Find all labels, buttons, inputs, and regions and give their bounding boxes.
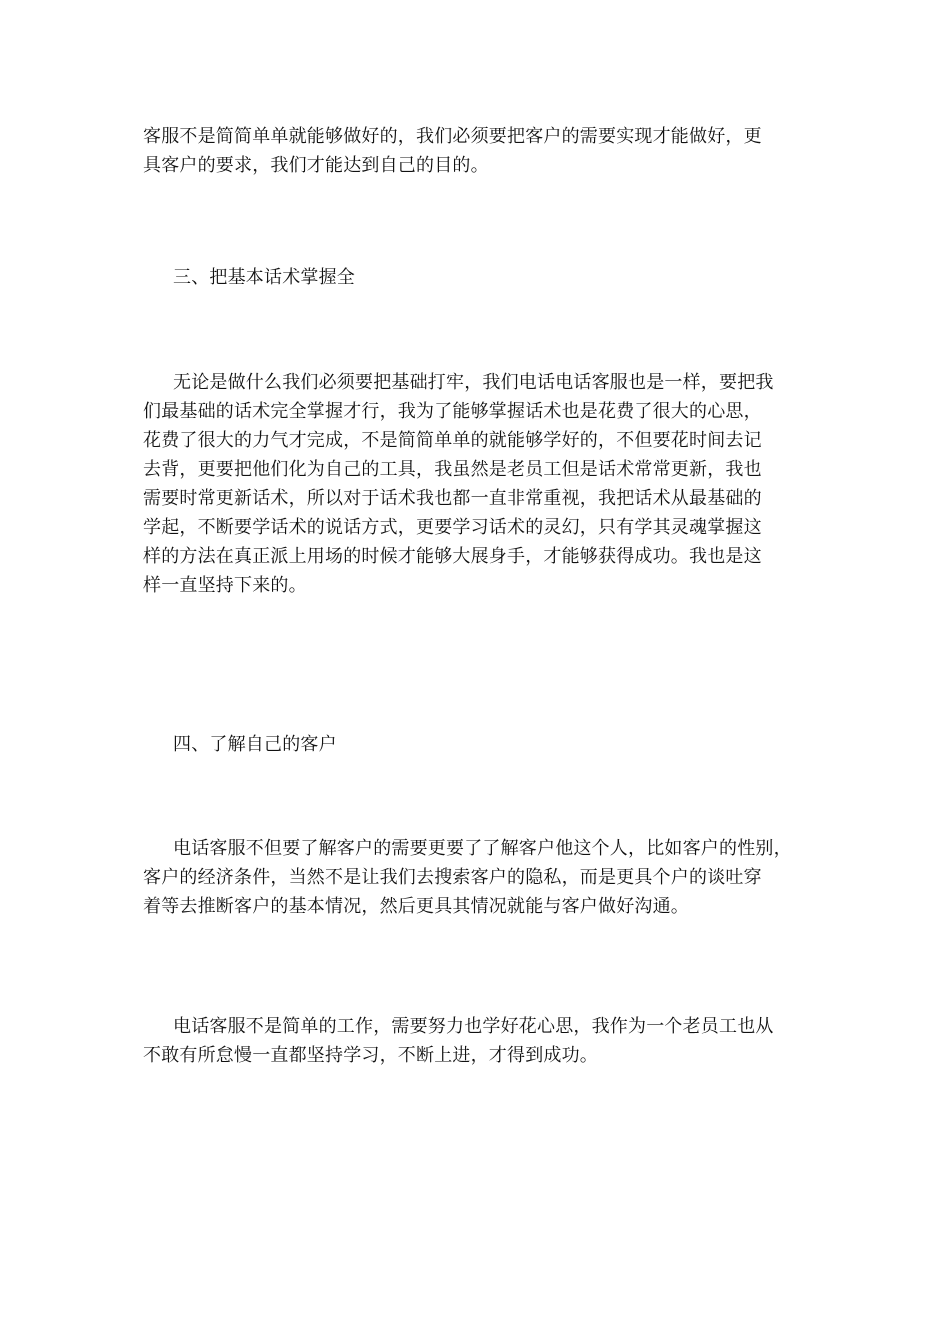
- paragraph-line: 不敢有所怠慢一直都坚持学习，不断上进，才得到成功。: [143, 1045, 598, 1066]
- paragraph-conclusion: [143, 1012, 808, 1070]
- paragraph-line: 花费了很大的力气才完成，不是简简单单的就能够学好的，不但要花时间去记: [143, 430, 762, 451]
- paragraph-know-customers: [143, 834, 808, 921]
- paragraph-master-scripts: [143, 368, 808, 600]
- paragraph-line: 需要时常更新话术，所以对于话术我也都一直非常重视，我把话术从最基础的: [143, 488, 762, 509]
- paragraph-line: 样的方法在真正派上用场的时候才能够大展身手，才能够获得成功。我也是这: [143, 546, 762, 567]
- paragraph-line: 电话客服不但要了解客户的需要更要了了解客户他这个人，比如客户的性别，: [173, 838, 792, 859]
- section-heading-text: 三、把基本话术掌握全: [173, 267, 355, 288]
- paragraph-line: 电话客服不是简单的工作，需要努力也学好花心思，我作为一个老员工也从: [173, 1016, 774, 1037]
- paragraph-line: 无论是做什么我们必须要把基础打牢，我们电话电话客服也是一样，要把我: [173, 372, 774, 393]
- paragraph-line: 具客户的要求，我们才能达到自己的目的。: [143, 155, 489, 176]
- section-heading-text: 四、了解自己的客户: [173, 734, 337, 755]
- paragraph-line: 们最基础的话术完全掌握才行，我为了能够掌握话术也是花费了很大的心思，: [143, 401, 762, 422]
- section-heading-4: [143, 730, 808, 759]
- paragraph-line: 学起，不断要学话术的说话方式，更要学习话术的灵幻，只有学其灵魂掌握这: [143, 517, 762, 538]
- paragraph-line: 去背，更要把他们化为自己的工具，我虽然是老员工但是话术常常更新，我也: [143, 459, 762, 480]
- section-heading-3: [143, 263, 808, 292]
- paragraph-customer-service-intro: [143, 122, 808, 180]
- paragraph-line: 着等去推断客户的基本情况，然后更具其情况就能与客户做好沟通。: [143, 896, 689, 917]
- paragraph-line: 客服不是简简单单就能够做好的，我们必须要把客户的需要实现才能做好，更: [143, 126, 762, 147]
- paragraph-line: 客户的经济条件，当然不是让我们去搜索客户的隐私，而是更具个户的谈吐穿: [143, 867, 762, 888]
- paragraph-line: 样一直坚持下来的。: [143, 575, 307, 596]
